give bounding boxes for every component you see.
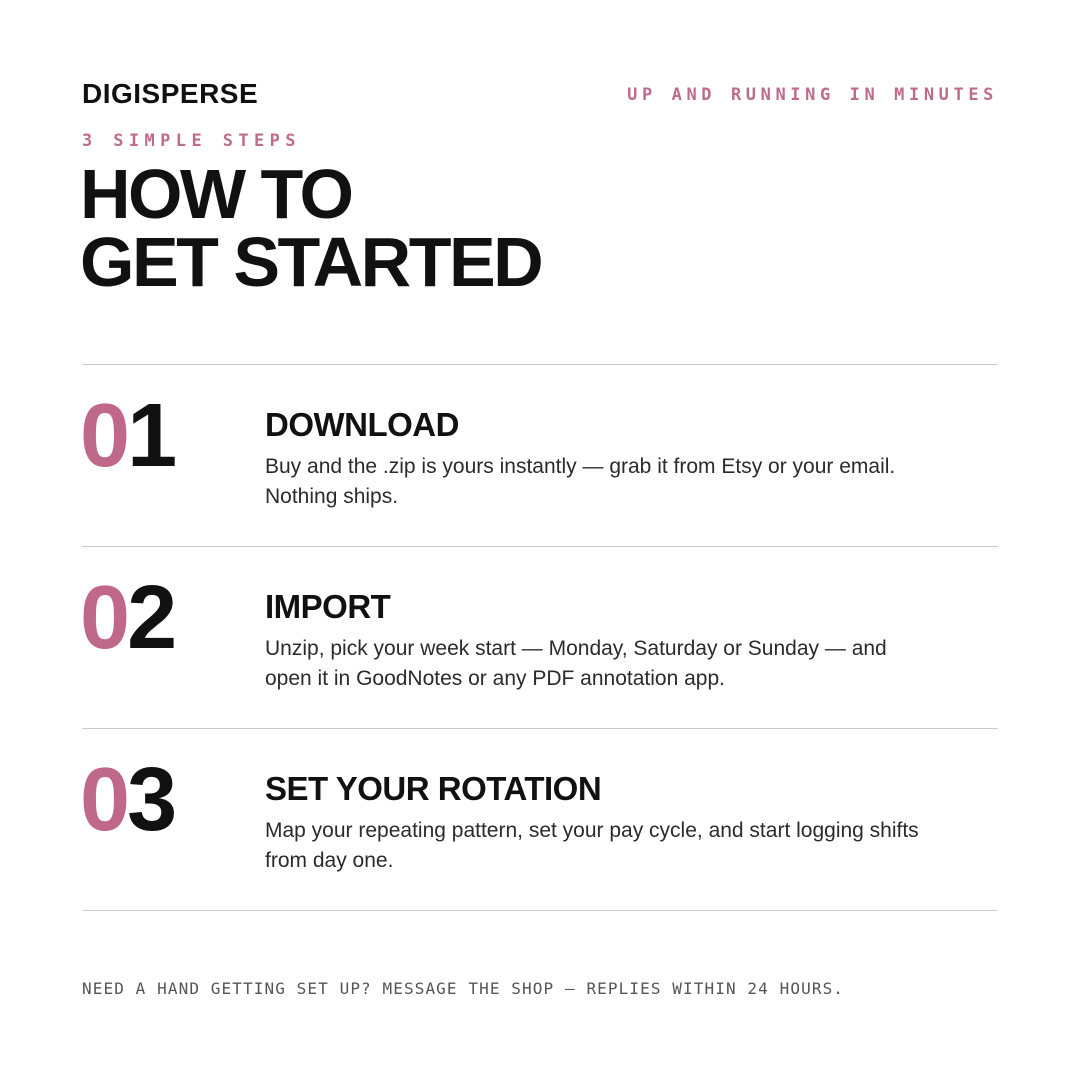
step-import	[82, 547, 998, 728]
step-description: Unzip, pick your week start — Monday, Saturday or Sunday — and open it in GoodNotes or any PDF annotation app.	[265, 637, 887, 690]
step-number-tail: 1	[127, 386, 175, 486]
step-description: Buy and the .zip is yours instantly — grab it from Etsy or your email. Nothing ships.	[265, 455, 896, 508]
step-title: IMPORT	[265, 588, 391, 625]
header-tagline: UP AND RUNNING IN MINUTES	[627, 85, 998, 105]
step-number-tail: 2	[127, 568, 175, 668]
step-download	[82, 365, 998, 546]
footer-note: NEED A HAND GETTING SET UP? MESSAGE THE SHOP — REPLIES WITHIN 24 HOURS.	[82, 979, 845, 998]
step-number	[80, 568, 175, 668]
page-title	[80, 155, 542, 301]
step-number-lead: 0	[80, 750, 128, 850]
page-title-line-2: GET STARTED	[80, 223, 542, 301]
step-number	[80, 386, 175, 486]
page-title-line-1: HOW TO	[80, 155, 352, 233]
step-number-lead: 0	[80, 568, 128, 668]
brand-logo: DIGISPERSE	[82, 78, 259, 109]
step-description: Map your repeating pattern, set your pay cycle, and start logging shifts from day one.	[265, 819, 919, 872]
step-number-tail: 3	[127, 750, 175, 850]
step-number-lead: 0	[80, 386, 128, 486]
step-set-rotation	[82, 729, 998, 910]
eyebrow-label: 3 SIMPLE STEPS	[82, 131, 301, 151]
step-title: SET YOUR ROTATION	[265, 770, 602, 807]
divider	[82, 910, 998, 911]
step-title: DOWNLOAD	[265, 406, 459, 443]
step-number	[80, 750, 175, 850]
steps-list	[82, 364, 998, 911]
